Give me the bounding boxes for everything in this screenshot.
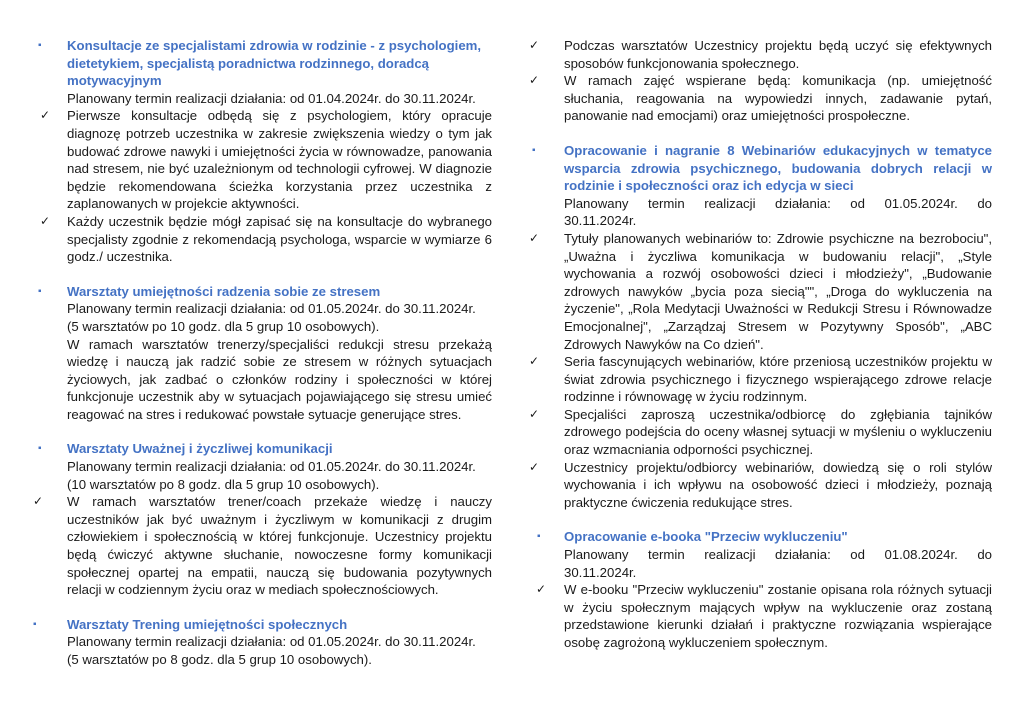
section-stres: [0, 283, 512, 424]
square-bullet-icon: ▪: [33, 618, 37, 630]
section-description: W ramach warsztatów trenerzy/specjaliści redukcji stresu przekażą wiedzę i nauczą jak radzić sobie ze stresem w różnych sytuacjach życiowych, jak zadbać o członków rodziny i społeczności w której funkcjonuje uczestnik aby w sytuacjach pojawiającego się stresu umieć reagować na stres i redukować powstałe sytuacje generujące stres.: [67, 336, 492, 422]
check-item: ✓ Podczas warsztatów Uczestnicy projektu będą uczyć się efektywnych sposobów funkcjonowania społecznego.: [529, 38, 992, 71]
check-mark-icon: ✓: [536, 582, 547, 597]
section-heading: ▪ Warsztaty Uważnej i życzliwej komunikacji: [38, 441, 333, 457]
intro-checks: [512, 37, 1024, 125]
square-bullet-icon: ▪: [532, 144, 536, 156]
planned-term: Planowany termin realizacji działania: od 01.05.2024r. do 30.11.2024r.: [67, 459, 476, 475]
check-item: ✓ Seria fascynujących webinariów, które przeniosą uczestników projektu w świat zdrowia psychicznego i fizycznego wspierającego zdrowe relacje rodzinne i równowagę w życiu rodzinnym.: [529, 354, 992, 405]
check-item: ✓ W ramach zajęć wspierane będą: komunikacja (np. umiejętność słuchania, reagowania na wypowiedzi innych, zadawanie pytań, panowanie nad emocjami) oraz umiejętności prospołeczne.: [529, 73, 992, 124]
section-heading: ▪ Opracowanie e-booka "Przeciw wykluczeniu": [537, 529, 848, 545]
left-column: [0, 37, 512, 669]
workshop-note: (5 warsztatów po 8 godz. dla 5 grup 10 osobowych).: [67, 652, 372, 667]
section-trening: [0, 616, 512, 669]
workshop-note: (5 warsztatów po 10 godz. dla 5 grup 10 osobowych).: [67, 318, 380, 334]
check-item: ✓ Specjaliści zaproszą uczestnika/odbiorcę do zgłębiania tajników zdrowego podejścia do oceny własnej sytuacji w myśleniu o wykluczeniu oraz wzmacniania odporności psychicznej.: [529, 406, 992, 458]
square-bullet-icon: ▪: [38, 40, 42, 51]
check-mark-icon: ✓: [33, 494, 44, 509]
square-bullet-icon: ▪: [38, 443, 42, 455]
section-komunikacja: [0, 440, 512, 598]
check-mark-icon: ✓: [40, 108, 51, 123]
planned-term: Planowany termin realizacji działania: od 01.08.2024r. do 30.11.2024r.: [564, 547, 992, 580]
section-ebook: [512, 528, 1024, 651]
check-item: ✓ Pierwsze konsultacje odbędą się z psychologiem, który opracuje diagnozę potrzeb uczestnika w zakresie zwiększenia wiedzy o tym jak budować zdrowe nawyki i umiejętności życia w równowadze, panowania nad stresem, nie być uzależnionym od technologii cyfrowej. W diagnozie będzie rekomendowana ścieżka korzystania przez uczestnika z zaplanowanych w projekcie aktywności.: [40, 108, 492, 212]
planned-term: Planowany termin realizacji działania: od 01.05.2024r. do 30.11.2024r.: [67, 301, 476, 317]
check-mark-icon: ✓: [529, 230, 540, 245]
section-heading: ▪ Konsultacje ze specjalistami zdrowia w rodzinie - z psychologiem, dietetykiem, specjalistą poradnictwa rodzinnego, doradcą motywacyjnym: [38, 38, 482, 89]
section-heading: ▪ Opracowanie i nagranie 8 Webinariów edukacyjnych w tematyce wsparcia zdrowia psychicznego, budowania dobrych relacji w rodzinie i społeczności oraz ich edycja w sieci: [532, 142, 992, 194]
check-mark-icon: ✓: [529, 354, 540, 369]
square-bullet-icon: ▪: [38, 285, 42, 297]
check-mark-icon: ✓: [529, 38, 540, 52]
section-webinaria: [512, 142, 1024, 511]
check-item: ✓ Uczestnicy projektu/odbiorcy webinariów, dowiedzą się o roli stylów wychowania i ich wpływu na osobowość dzieci i młodzieży, poznają praktyczne ćwiczenia redukujące stres.: [529, 459, 992, 510]
check-item: ✓ W e-booku "Przeciw wykluczeniu" zostanie opisana rola różnych sytuacji w życiu społecznym mających wpływ na wykluczenie oraz zostaną przedstawione kierunki działań i praktyczne rozwiązania wspierające osobę zagrożoną wykluczeniem społecznym.: [536, 582, 992, 650]
check-mark-icon: ✓: [40, 213, 51, 228]
check-mark-icon: ✓: [529, 459, 540, 474]
section-konsultacje: [0, 37, 512, 266]
section-heading: ▪ Warsztaty umiejętności radzenia sobie ze stresem: [38, 283, 381, 299]
check-item: ✓ Tytuły planowanych webinariów to: Zdrowie psychiczne na bezrobociu", „Uważna i życzliwa komunikacja w budowaniu relacji", „Style wychowania a rozwój osobowości dzieci i młodzieży", „Budowanie zdrowych nawyków „bycia poza siecią"", „Droga do wykluczenia na życzenie", „Rola Medytacji Uważności w Redukcji Stresu i Równowadze Emocjonalnej", „Zarządzaj Stresem w Pozytywny Sposób", „ABC Zdrowych Nawyków na Co dzień".: [529, 230, 992, 352]
workshop-note: (10 warsztatów po 8 godz. dla 5 grup 10 osobowych).: [67, 476, 380, 492]
check-item: ✓ W ramach warsztatów trener/coach przekaże wiedzę i nauczy uczestników jak być uważnym i życzliwym w komunikacji z drugim człowiekiem i społecznością w której funkcjonuje. Uczestnicy projektu będą ćwiczyć aktywne słuchanie, nowoczesne formy komunikacji społecznej opartej na empatii, nauczą się budowania pozytywnych relacji w codziennym życiu oraz w mediach społecznościowych.: [33, 494, 492, 598]
planned-term: Planowany termin realizacji działania: od 01.05.2024r. do 30.11.2024r.: [67, 634, 476, 650]
check-mark-icon: ✓: [529, 73, 540, 88]
check-item: ✓ Każdy uczestnik będzie mógł zapisać się na konsultacje do wybranego specjalisty zgodnie z rekomendacją psychologa, wsparcie w wymiarze 6 godz./ uczestnika.: [40, 213, 492, 265]
check-mark-icon: ✓: [529, 406, 540, 421]
section-heading: ▪ Warsztaty Trening umiejętności społecznych: [33, 616, 348, 632]
square-bullet-icon: ▪: [537, 531, 541, 543]
planned-term: Planowany termin realizacji działania: od 01.04.2024r. do 30.11.2024r.: [67, 90, 476, 106]
right-column: [512, 37, 1024, 652]
planned-term: Planowany termin realizacji działania: od 01.05.2024r. do 30.11.2024r.: [564, 195, 992, 229]
